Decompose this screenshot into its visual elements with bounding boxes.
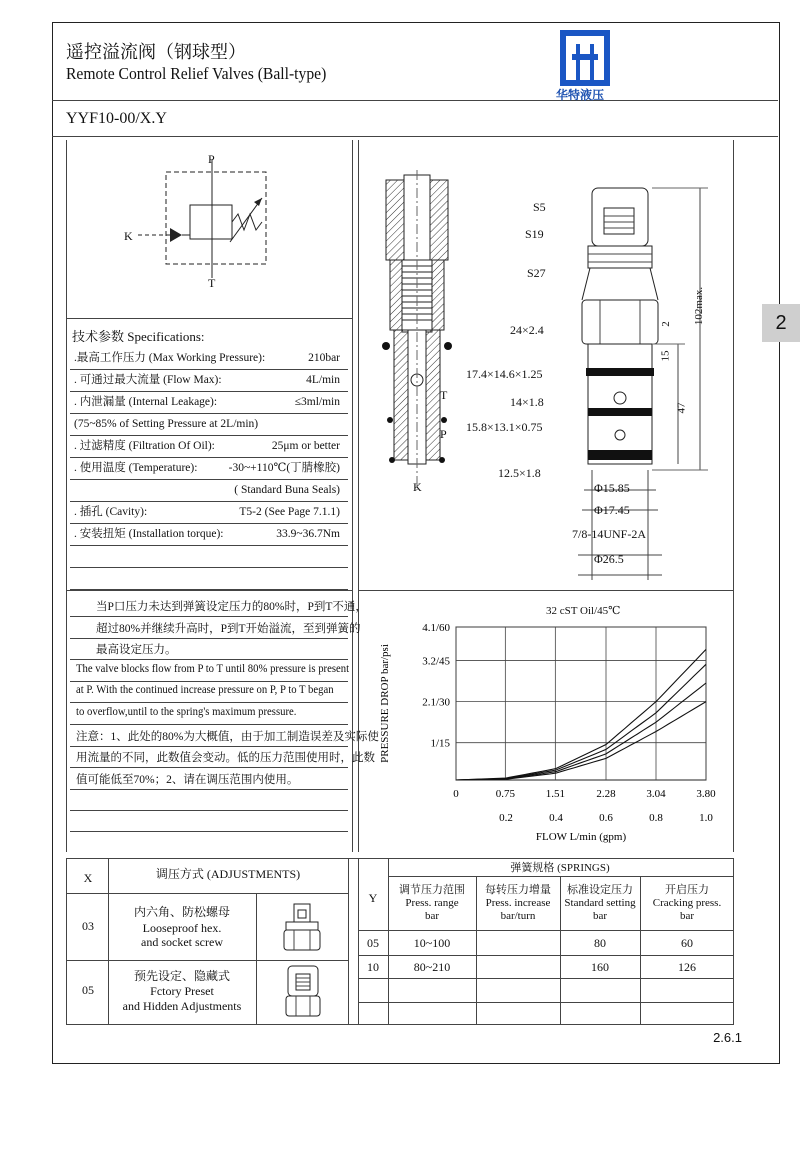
dim-phi-3: Φ26.5	[594, 552, 624, 566]
description-rule	[70, 681, 348, 682]
center-divider-2	[358, 140, 359, 852]
spr-title: 弹簧规格 (SPRINGS)	[510, 862, 610, 874]
spec-row	[70, 501, 346, 523]
spring-header-en2: bar	[424, 910, 440, 922]
spec-label: . 可通过最大流量 (Flow Max):	[74, 374, 222, 386]
dim-102: 102max.	[693, 286, 706, 326]
chart-x-tick: 0.75	[495, 788, 515, 800]
chart-y-label: PRESSURE DROP bar/psi	[379, 644, 391, 763]
spring-row-y: 10	[367, 960, 379, 974]
spec-row	[70, 457, 346, 479]
adj-row-line	[66, 960, 348, 961]
spr-row1-line	[358, 955, 733, 956]
description-line: 最高设定压力。	[96, 644, 177, 657]
spr-title-line	[388, 876, 733, 877]
description-rule	[70, 659, 348, 660]
title-en: Remote Control Relief Valves (Ball-type)	[66, 64, 327, 83]
page-tab: 2	[762, 304, 800, 342]
spec-row	[70, 347, 346, 369]
description-rule	[70, 724, 348, 725]
description-line: The valve blocks flow from P to T until 80% pressure is present	[76, 662, 350, 675]
description-line: 用流量的不同，此数值会变动。低的压力范围使用时，此数	[76, 752, 375, 765]
chart-x2-tick: 0.8	[649, 812, 663, 824]
spring-header-cn: 开启压力	[665, 884, 709, 896]
adj-en1-03: Looseproof hex.	[142, 921, 222, 935]
chart-y-tick: 3.2/45	[422, 655, 450, 668]
spr-right	[733, 858, 734, 1024]
spring-cell-range: 10~100	[413, 936, 451, 950]
chart-x2-tick: 0.2	[499, 812, 513, 824]
adj-col-x: X	[83, 871, 93, 885]
spec-heading: 技术参数 Specifications:	[72, 329, 205, 344]
chart-x-tick: 3.04	[646, 788, 666, 800]
description-rule	[70, 789, 348, 790]
spring-header-en2: bar	[679, 910, 695, 922]
spring-header-en2: bar	[592, 910, 608, 922]
spring-row-y: 05	[367, 936, 379, 950]
adj-x-col	[108, 858, 109, 1024]
spr-col-y: Y	[368, 891, 378, 905]
adj-col-title: 调压方式 (ADJUSTMENTS)	[155, 867, 301, 881]
adj-code-03: 03	[82, 919, 94, 933]
description-line: at P. With the continued increase pressure on P, P to T began	[76, 684, 334, 697]
spec-value: ( Standard Buna Seals)	[234, 484, 340, 496]
description-rule	[70, 616, 348, 617]
left-frame-line	[66, 140, 67, 852]
chart-y-tick: 4.1/60	[422, 622, 450, 634]
symbol-k-label: K	[124, 229, 133, 243]
pressure-flow-chart	[370, 615, 730, 850]
spec-label: .最高工作压力 (Max Working Pressure):	[74, 352, 266, 364]
adj-right	[348, 858, 349, 1024]
description-line: 当P口压力未达到弹簧设定压力的80%时，P到T不通，	[96, 601, 367, 613]
description-rule	[70, 702, 348, 703]
adj-cn-05: 预先设定、隐藏式	[133, 969, 230, 983]
adj-en2-03: and socket screw	[141, 935, 223, 949]
spec-row	[70, 523, 346, 545]
adj-en2-05: and Hidden Adjustments	[122, 999, 242, 1013]
description-line: 超过80%并继续升高时，P到T开始溢流，至到弹簧的	[96, 622, 361, 635]
dim-seal-3: 14×1.8	[510, 395, 544, 409]
chart-x-label: FLOW L/min (gpm)	[535, 831, 627, 843]
spring-header-cn: 每转压力增量	[485, 884, 551, 896]
dim-15: 15	[659, 350, 672, 362]
spec-value: 33.9~36.7Nm	[276, 528, 340, 540]
dim-phi-2: Φ17.45	[594, 503, 630, 517]
adj-cn-03: 内六角、防松螺母	[133, 905, 230, 919]
spec-value: T5-2 (See Page 7.1.1)	[239, 506, 340, 518]
spec-row	[70, 369, 346, 391]
chart-x2-tick: 0.4	[549, 812, 563, 824]
spec-label: . 过滤精度 (Filtration Of Oil):	[74, 440, 215, 452]
dim-thread: 7/8-14UNF-2A	[572, 527, 646, 541]
adj-head-line	[66, 893, 348, 894]
spec-empty-line	[70, 567, 348, 568]
hidden-adjuster-icon	[282, 964, 324, 1020]
spr-row2-line	[358, 978, 733, 979]
model-divider	[52, 136, 778, 137]
spec-row	[70, 479, 346, 501]
chart-x2-tick: 1.0	[699, 812, 713, 824]
spec-row	[70, 391, 346, 413]
model-code: YYF10-00/X.Y	[66, 110, 167, 127]
spring-cell-crack: 60	[681, 936, 693, 950]
spring-header-cn: 调节压力范围	[399, 884, 465, 896]
hydraulic-symbol	[118, 150, 298, 290]
adj-img-col	[256, 893, 257, 1024]
spring-cell-range: 80~210	[413, 960, 451, 974]
mid-divider-right	[358, 590, 733, 591]
center-divider	[352, 140, 353, 852]
valve-section-drawing	[372, 170, 462, 490]
spec-label: . 安装扭矩 (Installation torque):	[74, 528, 224, 540]
dim-47: 47	[675, 402, 688, 414]
spec-row-line	[70, 545, 348, 546]
spr-row3-line	[358, 1002, 733, 1003]
chart-title: 32 cST Oil/45℃	[546, 605, 621, 617]
chart-x-tick: 1.51	[545, 788, 565, 800]
spring-cell-std: 80	[594, 936, 606, 950]
spec-row	[70, 435, 346, 457]
spring-header-en1: Cracking press.	[652, 897, 722, 909]
title-cn: 遥控溢流阀（钢球型）	[66, 42, 246, 62]
spec-value: 4L/min	[306, 374, 340, 386]
dim-seal-5: 12.5×1.8	[498, 466, 541, 480]
spr-y-col	[388, 858, 389, 1024]
brand-name: 华特液压	[556, 88, 605, 102]
description-line: to overflow,until to the spring's maximum pressure.	[76, 706, 297, 718]
dim-phi-1: Φ15.85	[594, 481, 630, 495]
table-bottom-line	[66, 1024, 734, 1025]
chart-x2-tick: 0.6	[599, 812, 613, 824]
spec-value: -30~+110℃(丁腈橡胶)	[228, 462, 340, 474]
description-empty-rule	[70, 831, 348, 832]
description-line: 注意：1、此处的80%为大概值，由于加工制造误差及实际使	[76, 730, 379, 743]
spec-label: . 使用温度 (Temperature):	[74, 462, 198, 474]
hex-socket-adjuster-icon	[278, 902, 326, 954]
section-p-label: P	[440, 427, 447, 441]
spring-cell-crack: 126	[678, 960, 696, 974]
chart-x-tick: 0	[453, 788, 459, 800]
description-rule	[70, 638, 348, 639]
spring-header-en2: bar/turn	[500, 910, 536, 922]
description-rule	[70, 767, 348, 768]
right-frame-line	[733, 140, 734, 852]
dim-s27: S27	[527, 266, 546, 280]
spring-cell-std: 160	[591, 960, 609, 974]
dim-seal-1: 24×2.4	[510, 323, 544, 337]
spr-left	[358, 858, 359, 1024]
adj-en1-05: Fctory Preset	[150, 984, 214, 998]
spring-header-en1: Press. range	[405, 897, 459, 909]
spr-head-line	[358, 930, 733, 931]
spec-label: . 插孔 (Cavity):	[74, 506, 148, 518]
dim-seal-2: 17.4×14.6×1.25	[466, 367, 543, 381]
chart-series-line	[456, 702, 706, 780]
description-empty-rule	[70, 810, 348, 811]
header-divider	[52, 100, 778, 101]
chart-x-tick: 2.28	[596, 788, 616, 800]
chart-series-line	[456, 649, 706, 780]
description-line: 值可能低至70%；2、请在调压范围内使用。	[76, 773, 299, 786]
dim-2: 2	[659, 321, 672, 327]
adj-left	[66, 858, 67, 1024]
brand-logo-icon	[560, 30, 610, 86]
chart-y-tick: 2.1/30	[422, 696, 450, 709]
spec-value: 25μm or better	[271, 440, 340, 452]
symbol-p-label: P	[208, 152, 215, 166]
spec-label: (75~85% of Setting Pressure at 2L/min)	[74, 418, 259, 430]
spec-label: . 内泄漏量 (Internal Leakage):	[74, 396, 218, 408]
dim-s19: S19	[525, 227, 544, 241]
spec-value: ≤3ml/min	[294, 396, 340, 408]
spring-header-en1: Standard setting	[564, 897, 636, 909]
mid-divider	[66, 590, 352, 591]
spec-value: 210bar	[308, 352, 340, 364]
dim-seal-4: 15.8×13.1×0.75	[466, 420, 543, 434]
chart-x-tick: 3.80	[696, 788, 716, 800]
adj-code-05: 05	[82, 983, 94, 997]
table-top-line	[66, 858, 734, 859]
section-t-label: T	[440, 388, 448, 402]
symbol-t-label: T	[208, 276, 216, 290]
page-number: 2.6.1	[713, 1030, 742, 1045]
symbol-divider	[66, 318, 352, 319]
chart-y-tick: 1/15	[430, 737, 450, 750]
section-k-label: K	[413, 480, 422, 494]
spring-header-cn: 标准设定压力	[567, 884, 633, 896]
spec-row	[70, 413, 346, 435]
dim-s5: S5	[533, 200, 546, 214]
description-rule	[70, 746, 348, 747]
spring-header-en1: Press. increase	[485, 897, 551, 909]
